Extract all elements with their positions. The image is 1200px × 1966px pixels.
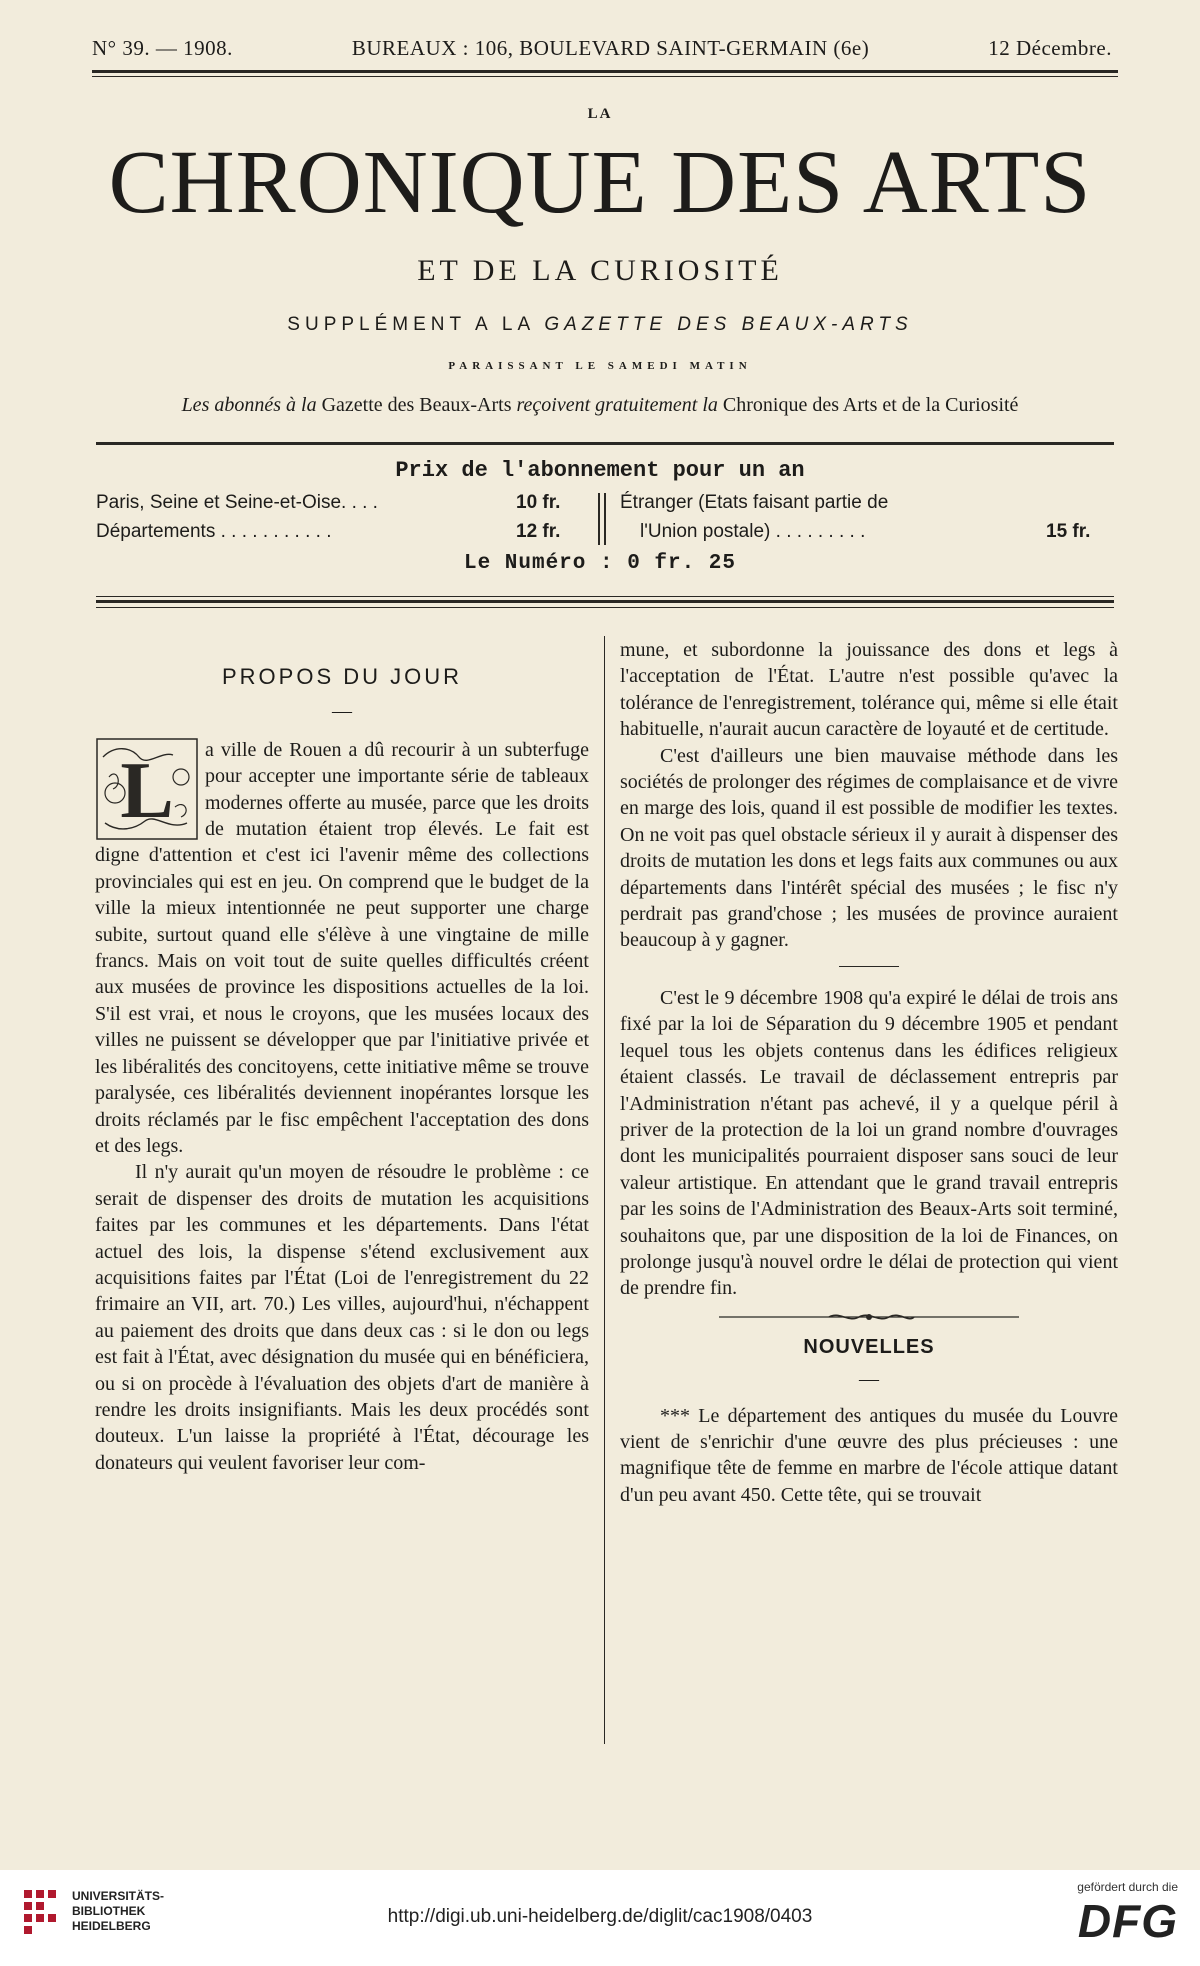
header-rule-thin [92,76,1118,77]
masthead-subtitle: ET DE LA CURIOSITÉ [417,254,783,287]
supplement-gazette: GAZETTE DES BEAUX-ARTS [544,314,913,335]
right-column [620,637,1118,1508]
gefoerdert-text: gefördert durch die [1077,1880,1178,1894]
article-paragraph-1 [95,737,589,1160]
article-paragraph-5: C'est le 9 décembre 1908 qu'a expiré le délai de trois ans fixé par la loi de Séparation du 9 décembre 1905 et pendant lequel tous les objets contenus dans les édifices religieux étaient classés. Le travail de déclassement entrepris par l'Administration n'étant pas achevé, il y a quelque péril à priver de la protection de la loi un grand nombre d'ouvrages dont les municipalités pourraient disposer sans souci de leur valeur artistique. En attendant que le grand travail entrepris par les soins de l'Administration des Beaux-Arts soit terminé, souhaitons que, par une disposition de la loi de Finances, on prolonge jusqu'à nouvel ordre le délai de protection qui vient de prendre fin. [620,986,1118,1300]
left-column [95,664,589,1476]
propos-du-jour-title: PROPOS DU JOUR [221,664,463,689]
subscription-rule-3 [96,607,1114,608]
header-line [92,36,1112,61]
abonnes-part4: Chronique des Arts et de la Curiosité [722,394,1019,416]
subscription-rule-1 [96,596,1114,597]
paris-label: Paris, Seine et Seine-et-Oise. . . . [96,492,378,513]
dfg-wordmark: DFG [1077,1895,1178,1947]
permalink-url[interactable]: http://digi.ub.uni-heidelberg.de/diglit/cac1908/0403 [387,1906,813,1927]
supplement-prefix: SUPPLÉMENT A LA [287,314,535,335]
masthead-rule [96,442,1114,445]
etranger-line1: Étranger (Etats faisant partie de [620,492,889,513]
article-paragraph-1-text: a ville de Rouen a dû recourir à un subterfuge pour accepter une importante série de tableaux modernes offerte au musée, parce que les droits de mutation étaient trop élevés. Le fait est digne d'attention et c'est ici l'avenir même des collections provinciales qui est en jeu. On comprend que le budget de la ville la mieux intentionnée ne peut supporter une charge subite, surtout quand elle s'élève à une vingtaine de mille francs. Mais on voit tout de suite quelles difficultés créent aux musées de province les dispositions actuelles de la loi. S'il est vrai, et nous le croyons, que les musées locaux des villes ne puissent se développer que par l'initiative privée et les libéralités des concitoyens, cette initiative même se trouve paralysée, ces libéralités deviennent inopérantes lorsque les droits réclamés par le fisc empêchent l'acceptation des dons et des legs. [95,738,589,1157]
university-line-2: BIBLIOTHEK [72,1903,146,1918]
nouvelles-dash: — [859,1368,879,1391]
dept-price: 12 fr. [516,521,561,542]
ornamental-dropcap-l-icon [95,737,199,841]
dfg-logo [1077,1880,1178,1948]
article-paragraph-4: C'est d'ailleurs une bien mauvaise méthode dans les sociétés de prolonger des régimes de complaisance et de vivre en marge des lois, quand il est possible de modifier les textes. On ne voit pas quel obstacle sérieux il y aurait à dispenser des droits de mutation les dons et legs faits aux communes ou aux départements dans l'intérêt spécial des musées ; le fisc n'y perdrait pas grand'chose ; les musées de province auraient beaucoup à y gagner. [620,744,1118,952]
paraissant-line: PARAISSANT LE SAMEDI MATIN [448,360,752,372]
ornamental-rule-icon [719,1310,1019,1324]
dept-label: Départements . . . . . . . . . . . [96,521,332,542]
etranger-price: 15 fr. [1046,521,1091,542]
abonnes-part3: reçoivent gratuitement la [516,394,718,416]
issue-date: 12 Décembre. [988,36,1112,60]
university-line-3: HEIDELBERG [72,1918,151,1933]
nouvelles-title: NOUVELLES [803,1335,935,1358]
subscription-rule-2 [96,600,1114,603]
numero-price: Le Numéro : 0 fr. 25 [463,552,737,575]
masthead-la: LA [587,106,613,122]
subscription-title: Prix de l'abonnement pour un an [395,458,805,483]
article-separator [839,966,899,967]
abonnes-part1: Les abonnés à la [181,394,317,416]
supplement-line [0,314,1200,336]
university-line-1: UNIVERSITÄTS- [72,1888,165,1903]
article-paragraph-3: mune, et subordonne la jouissance des dons et legs à l'acceptation de l'État. L'autre n'est possible qu'avec la tolérance de l'enregistrement, tolérance qui, même si elle était habituelle, n'aurait aucun caractère de loyauté et de certitude. [620,639,1118,741]
subscription-divider-2 [604,493,606,545]
issue-number: N° 39. — 1908. [92,36,233,60]
subscription-divider-1 [598,493,600,545]
masthead-title: CHRONIQUE DES ARTS [108,133,1092,232]
column-divider [604,636,605,1744]
dropcap-letter: L [120,746,174,835]
article-paragraph-2: Il n'y aurait qu'un moyen de résoudre le problème : ce serait de dispenser des droits de mutation les acquisitions faites par les communes et les départements. Dans l'état actuel des lois, la dispense s'étend exclusivement aux acquisitions faites par l'État (Loi de l'enregistrement du 22 frimaire an VII, art. 70.) Les villes, aujourd'hui, n'échappent au paiement des droits que dans deux cas : si le don ou legs est fait à l'État, avec désignation du musée qui en bénéficiera, ou si on procède à l'évaluation des objets d'art de manière à rendre les droits insignifiants. Mais les deux procédés sont douteux. L'un laisse la propriété à l'État, décourage les donateurs qui veulent favoriser leur com- [95,1161,589,1474]
paris-price: 10 fr. [516,492,561,513]
header-rule [92,70,1118,73]
abonnes-part2: Gazette des Beaux-Arts [321,394,512,416]
bureaux-address: BUREAUX : 106, BOULEVARD SAINT-GERMAIN (6e) [351,36,870,60]
abonnes-line [0,394,1200,417]
article-paragraph-6: *** Le département des antiques du musée du Louvre vient de s'enrichir d'une œuvre des plus précieuses : une magnifique tête de femme en marbre de l'école attique datant d'un peu avant 450. Cette tête, qui se trouvait [620,1404,1118,1506]
etranger-line2: l'Union postale) . . . . . . . . . [640,521,866,542]
section-dash: — [332,700,352,723]
